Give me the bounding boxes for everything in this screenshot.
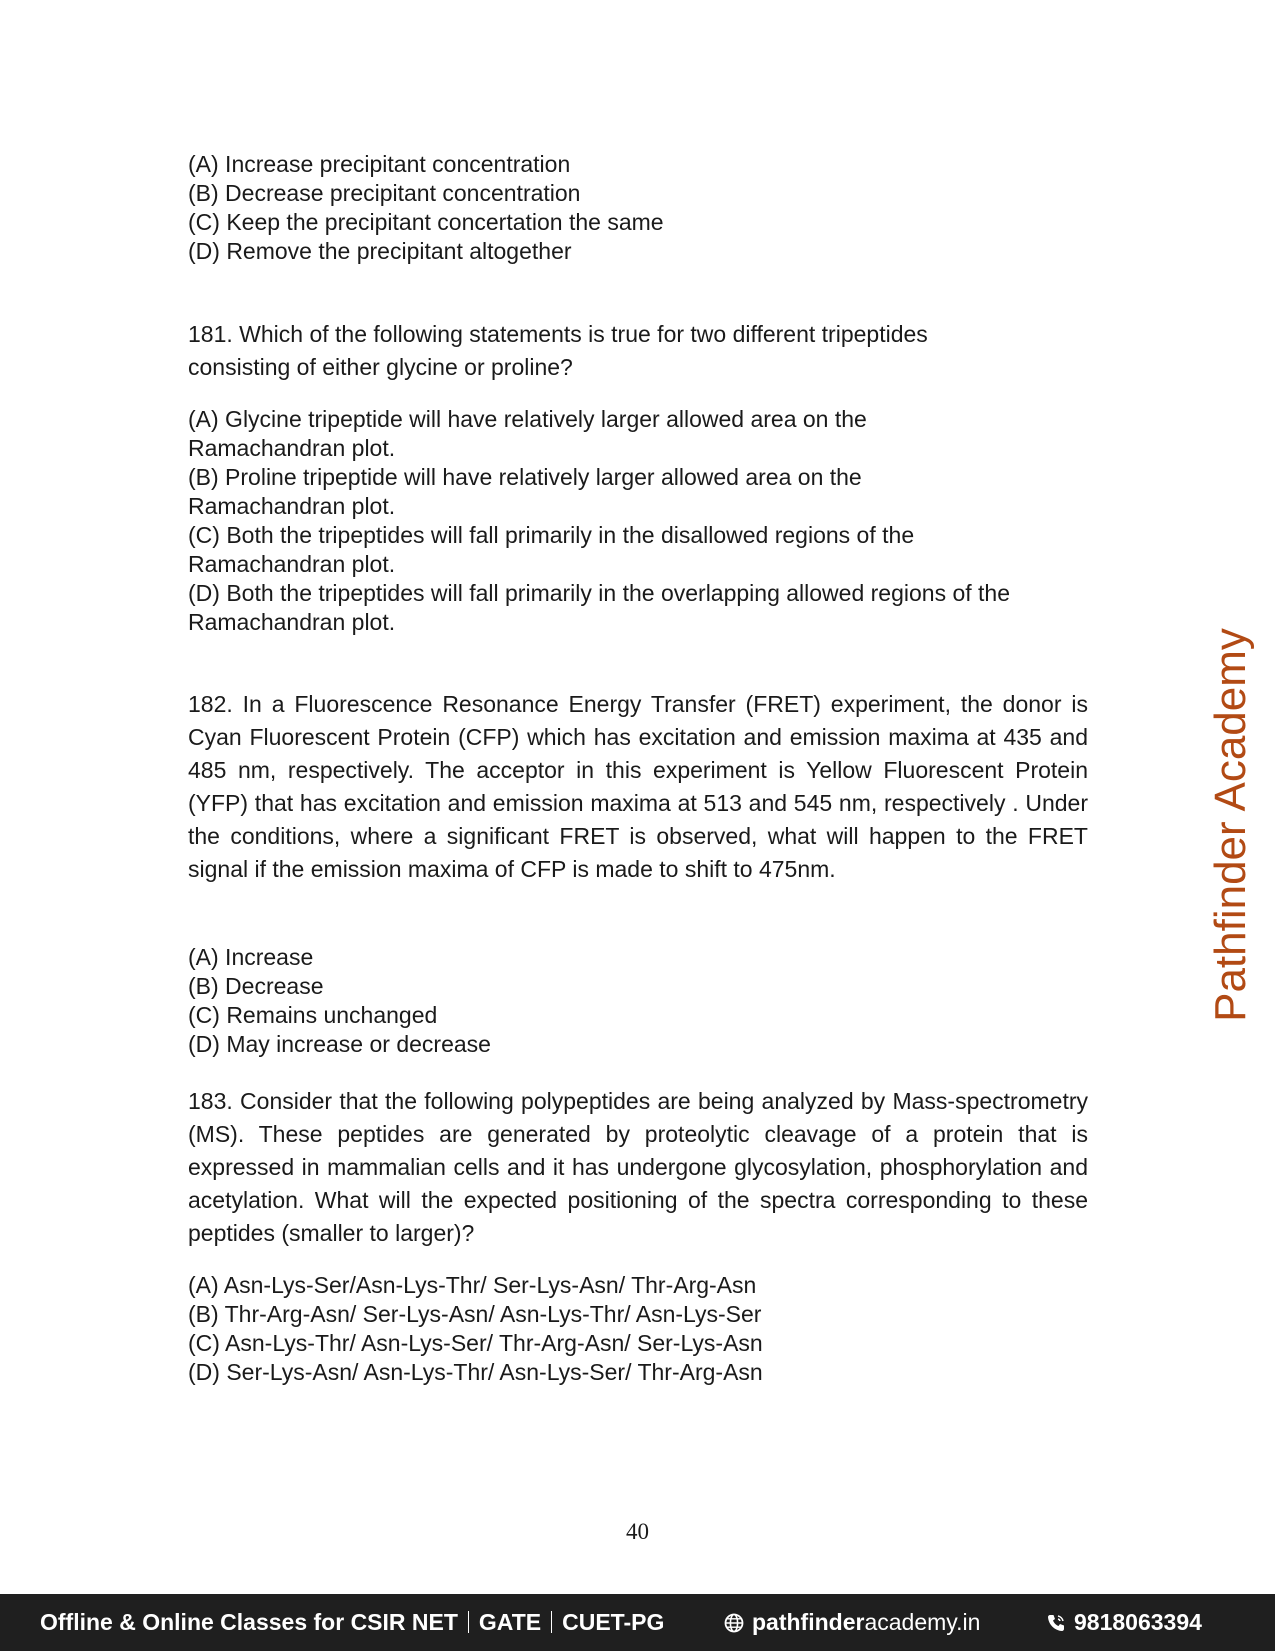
option-continuation: Ramachandran plot. xyxy=(188,493,396,519)
option: (C) Asn-Lys-Thr/ Asn-Lys-Ser/ Thr-Arg-Asn/ Ser-Lys-Asn xyxy=(188,1330,763,1356)
option: (C) Keep the precipitant concertation the same xyxy=(188,209,664,235)
option: (B) Proline tripeptide will have relatively larger allowed area on the xyxy=(188,464,862,490)
phone-icon xyxy=(1046,1612,1066,1639)
question-181: 181. Which of the following statements is true for two different tripeptides consisting of either glycine or proline? xyxy=(188,321,928,380)
option: (B) Decrease precipitant concentration xyxy=(188,180,581,206)
question-181-options xyxy=(188,405,1010,637)
option: (C) Remains unchanged xyxy=(188,1002,438,1028)
divider xyxy=(551,1611,552,1633)
option: (A) Glycine tripeptide will have relatively larger allowed area on the xyxy=(188,406,867,432)
question-182-options xyxy=(188,943,491,1059)
option: (B) Decrease xyxy=(188,973,324,999)
website-light: academy.in xyxy=(864,1609,981,1635)
footer-website[interactable] xyxy=(724,1609,980,1639)
footer-class-gate: GATE xyxy=(478,1609,542,1635)
website-bold: pathfinder xyxy=(752,1609,865,1635)
option: (D) Ser-Lys-Asn/ Asn-Lys-Thr/ Asn-Lys-Ser/ Thr-Arg-Asn xyxy=(188,1359,763,1385)
previous-question-options xyxy=(188,150,664,266)
option-continuation: Ramachandran plot. xyxy=(188,551,396,577)
option: (A) Asn-Lys-Ser/Asn-Lys-Thr/ Ser-Lys-Asn/ Thr-Arg-Asn xyxy=(188,1272,757,1298)
footer-classes xyxy=(40,1609,664,1636)
option: (D) Both the tripeptides will fall primarily in the overlapping allowed regions of the xyxy=(188,580,1011,606)
footer-bar xyxy=(0,1594,1275,1651)
option: (C) Both the tripeptides will fall primarily in the disallowed regions of the xyxy=(188,522,915,548)
option: (A) Increase xyxy=(188,944,314,970)
footer-class-cuet: CUET-PG xyxy=(562,1609,665,1635)
option-continuation: Ramachandran plot. xyxy=(188,435,396,461)
option: (D) Remove the precipitant altogether xyxy=(188,238,572,264)
option: (A) Increase precipitant concentration xyxy=(188,151,571,177)
phone-number: 9818063394 xyxy=(1074,1609,1202,1635)
option: (D) May increase or decrease xyxy=(188,1031,491,1057)
option-continuation: Ramachandran plot. xyxy=(188,609,396,635)
divider xyxy=(468,1611,469,1633)
option: (B) Thr-Arg-Asn/ Ser-Lys-Asn/ Asn-Lys-Thr/ Asn-Lys-Ser xyxy=(188,1301,762,1327)
globe-icon xyxy=(724,1612,744,1639)
page-number: 40 xyxy=(626,1519,649,1544)
question-183-options xyxy=(188,1271,763,1387)
watermark: Pathfinder Academy xyxy=(1206,628,1255,1022)
question-183: 183. Consider that the following polypeptides are being analyzed by Mass-spectrometry (MS). These peptides are generated by proteolytic cleavage of a protein that is expressed in mammalian cells and it has undergone glycosylation, phosphorylation and acetylation. What will the expected positioning of the spectra corresponding to these peptides (smaller to larger)? xyxy=(188,1088,1088,1246)
footer-phone[interactable] xyxy=(1046,1609,1202,1639)
footer-class-csir: Offline & Online Classes for CSIR NET xyxy=(40,1609,458,1635)
question-182: 182. In a Fluorescence Resonance Energy Transfer (FRET) experiment, the donor is Cyan Fluorescent Protein (CFP) which has excitation and emission maxima at 435 and 485 nm, respectively. The acceptor in this experiment is Yellow Fluorescent Protein (YFP) that has excitation and emission maxima at 513 and 545 nm, respectively . Under the conditions, where a significant FRET is observed, what will happen to the FRET signal if the emission maxima of CFP is made to shift to 475nm. xyxy=(188,691,1088,882)
